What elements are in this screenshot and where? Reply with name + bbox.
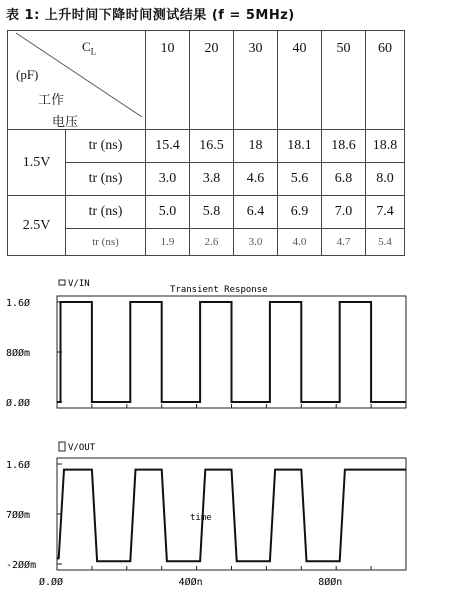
value-cell: 6.4: [234, 196, 278, 229]
legend-label: V/IN: [68, 279, 90, 289]
header-cl-sub: L: [90, 46, 97, 57]
param-cell: tr (ns): [66, 130, 146, 163]
cap-header: 40: [278, 31, 322, 130]
value-cell: 3.0: [234, 229, 278, 256]
y-tick-label: 1.6Ø: [6, 298, 31, 309]
y-tick-label: -2ØØm: [6, 560, 37, 571]
param-cell: tr (ns): [66, 229, 146, 256]
value-cell: 5.6: [278, 163, 322, 196]
value-cell: 7.0: [322, 196, 366, 229]
input-waveform-chart: [0, 268, 457, 422]
value-cell: 4.0: [278, 229, 322, 256]
y-tick-label: 8ØØm: [6, 348, 31, 359]
voltage-cell: 2.5V: [8, 196, 66, 256]
cap-header: 50: [322, 31, 366, 130]
y-tick-label: 7ØØm: [6, 510, 31, 521]
voltage-cell: 1.5V: [8, 130, 66, 196]
value-cell: 8.0: [366, 163, 405, 196]
value-cell: 3.8: [190, 163, 234, 196]
value-cell: 16.5: [190, 130, 234, 163]
value-cell: 18.8: [366, 130, 405, 163]
value-cell: 1.9: [146, 229, 190, 256]
waveform-line: [57, 470, 406, 562]
param-cell: tr (ns): [66, 196, 146, 229]
header-pf: (pF): [16, 67, 39, 82]
table-header-row: [8, 31, 405, 130]
cap-header: 60: [366, 31, 405, 130]
rise-fall-time-table: [7, 30, 405, 256]
diagonal-header-cell: [8, 31, 146, 130]
value-cell: 6.8: [322, 163, 366, 196]
table-row: [8, 130, 405, 163]
chart-title: Transient Response: [170, 285, 268, 295]
table-row: [8, 196, 405, 229]
header-voltage: 电压: [52, 115, 79, 130]
cap-header: 20: [190, 31, 234, 130]
value-cell: 18: [234, 130, 278, 163]
y-tick-label: 1.6Ø: [6, 460, 31, 471]
value-cell: 18.1: [278, 130, 322, 163]
value-cell: 5.0: [146, 196, 190, 229]
output-waveform-svg: [0, 438, 457, 595]
legend-marker: [59, 442, 65, 451]
value-cell: 4.6: [234, 163, 278, 196]
legend-label: V/OUT: [68, 443, 96, 453]
x-tick-label: 4ØØn: [178, 577, 203, 588]
table-row: [8, 229, 405, 256]
header-work: 工作: [38, 93, 65, 108]
value-cell: 3.0: [146, 163, 190, 196]
x-tick-label: 8ØØn: [318, 577, 343, 588]
value-cell: 7.4: [366, 196, 405, 229]
output-waveform-chart: [0, 438, 457, 599]
cap-header: 10: [146, 31, 190, 130]
value-cell: 5.4: [366, 229, 405, 256]
cap-header: 30: [234, 31, 278, 130]
value-cell: 6.9: [278, 196, 322, 229]
input-waveform-svg: [0, 268, 457, 418]
value-cell: 18.6: [322, 130, 366, 163]
value-cell: 5.8: [190, 196, 234, 229]
waveform-line: [57, 302, 406, 402]
param-cell: tr (ns): [66, 163, 146, 196]
value-cell: 4.7: [322, 229, 366, 256]
value-cell: 2.6: [190, 229, 234, 256]
table-caption: 表 1: 上升时间下降时间测试结果 (f = 5MHz): [6, 8, 295, 23]
header-cl: $C_L$: [82, 39, 97, 57]
x-tick-label: Ø.ØØ: [39, 577, 64, 588]
legend-marker: [59, 280, 65, 285]
time-annotation: time: [190, 513, 212, 523]
value-cell: 15.4: [146, 130, 190, 163]
y-tick-label: Ø.ØØ: [6, 398, 31, 409]
table-row: [8, 163, 405, 196]
